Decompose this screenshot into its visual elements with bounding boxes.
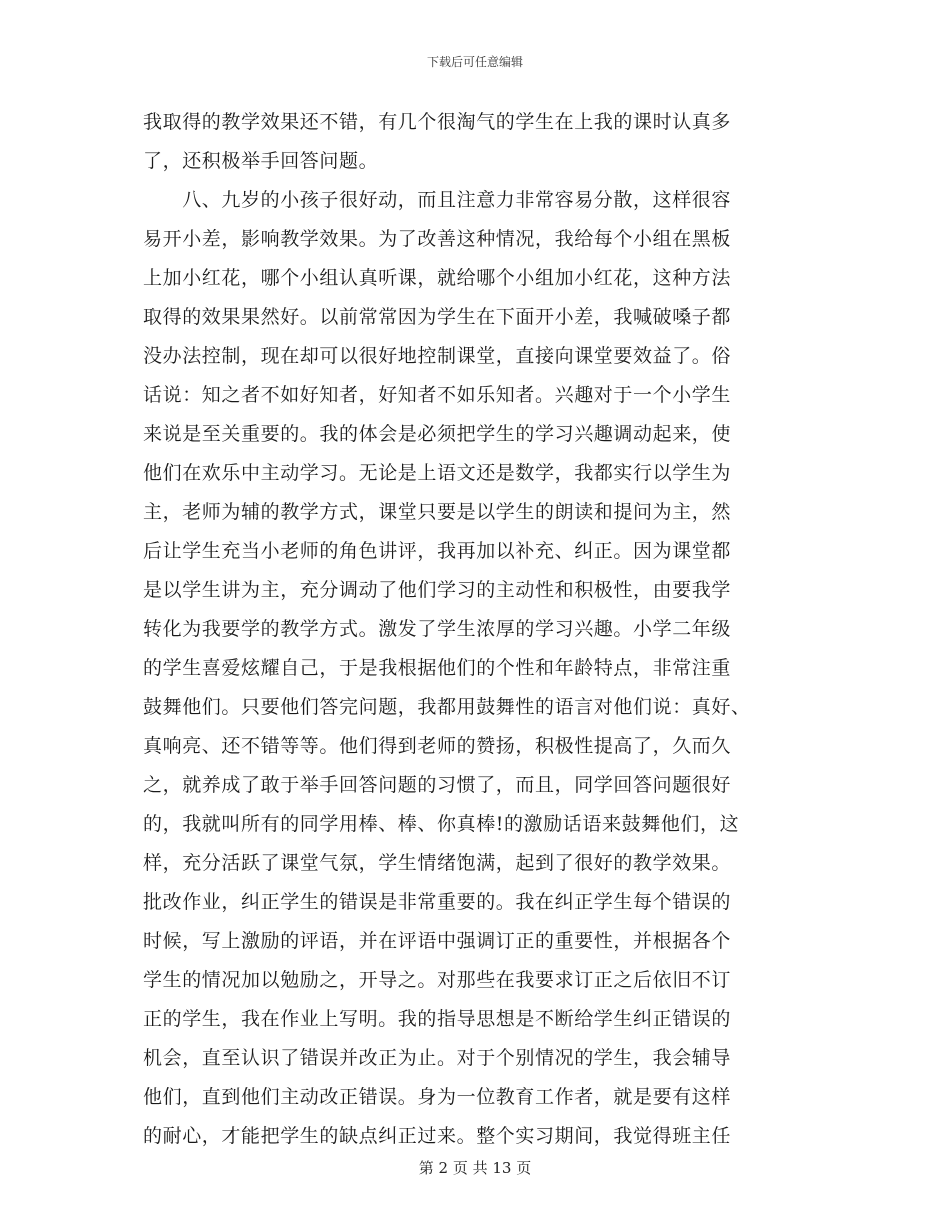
text-line: 真响亮、还不错等等。他们得到老师的赞扬，积极性提高了，久而久 <box>143 735 732 757</box>
text-line: 的耐心，才能把学生的缺点纠正过来。整个实习期间，我觉得班主任 <box>143 1125 732 1147</box>
text-line: 转化为我要学的教学方式。激发了学生浓厚的学习兴趣。小学二年级 <box>143 618 732 640</box>
text-line: 他们在欢乐中主动学习。无论是上语文还是数学，我都实行以学生为 <box>143 462 732 484</box>
text-line: 易开小差，影响教学效果。为了改善这种情况，我给每个小组在黑板 <box>143 228 732 250</box>
text-line: 之，就养成了敢于举手回答问题的习惯了，而且，同学回答问题很好 <box>143 774 732 796</box>
text-line: 正的学生，我在作业上写明。我的指导思想是不断给学生纠正错误的 <box>143 1008 732 1030</box>
text-line: 机会，直至认识了错误并改正为止。对于个别情况的学生，我会辅导 <box>143 1047 732 1069</box>
text-line: 后让学生充当小老师的角色讲评，我再加以补充、纠正。因为课堂都 <box>143 540 732 562</box>
text-line: 他们，直到他们主动改正错误。身为一位教育工作者，就是要有这样 <box>143 1086 732 1108</box>
text-line: 来说是至关重要的。我的体会是必须把学生的学习兴趣调动起来，使 <box>143 423 732 445</box>
text-line: 样，充分活跃了课堂气氛，学生情绪饱满，起到了很好的教学效果。 <box>143 852 732 874</box>
text-line: 鼓舞他们。只要他们答完问题，我都用鼓舞性的语言对他们说：真好、 <box>143 696 751 718</box>
text-line: 的学生喜爱炫耀自己，于是我根据他们的个性和年龄特点，非常注重 <box>143 657 732 679</box>
text-line: 没办法控制，现在却可以很好地控制课堂，直接向课堂要效益了。俗 <box>143 345 732 367</box>
text-line: 我取得的教学效果还不错，有几个很淘气的学生在上我的课时认真多 <box>143 111 732 133</box>
text-line: 上加小红花，哪个小组认真听课，就给哪个小组加小红花，这种方法 <box>143 267 732 289</box>
text-line: 八、九岁的小孩子很好动，而且注意力非常容易分散，这样很容 <box>143 189 732 211</box>
text-line: 了，还积极举手回答问题。 <box>143 150 379 172</box>
text-line: 取得的效果果然好。以前常常因为学生在下面开小差，我喊破嗓子都 <box>143 306 732 328</box>
text-line: 批改作业，纠正学生的错误是非常重要的。我在纠正学生每个错误的 <box>143 891 732 913</box>
text-line: 时候，写上激励的评语，并在评语中强调订正的重要性，并根据各个 <box>143 930 732 952</box>
page-header: 下载后可任意编辑 <box>426 55 523 69</box>
text-line: 学生的情况加以勉励之，开导之。对那些在我要求订正之后依旧不订 <box>143 969 732 991</box>
text-line: 的，我就叫所有的同学用棒、棒、你真棒!的激励话语来鼓舞他们，这 <box>143 813 740 835</box>
page-number: 第 2 页 共 13 页 <box>418 1159 532 1177</box>
text-line: 主，老师为辅的教学方式，课堂只要是以学生的朗读和提问为主，然 <box>143 501 732 523</box>
text-line: 是以学生讲为主，充分调动了他们学习的主动性和积极性，由要我学 <box>143 579 732 601</box>
text-line: 话说：知之者不如好知者，好知者不如乐知者。兴趣对于一个小学生 <box>143 384 732 406</box>
